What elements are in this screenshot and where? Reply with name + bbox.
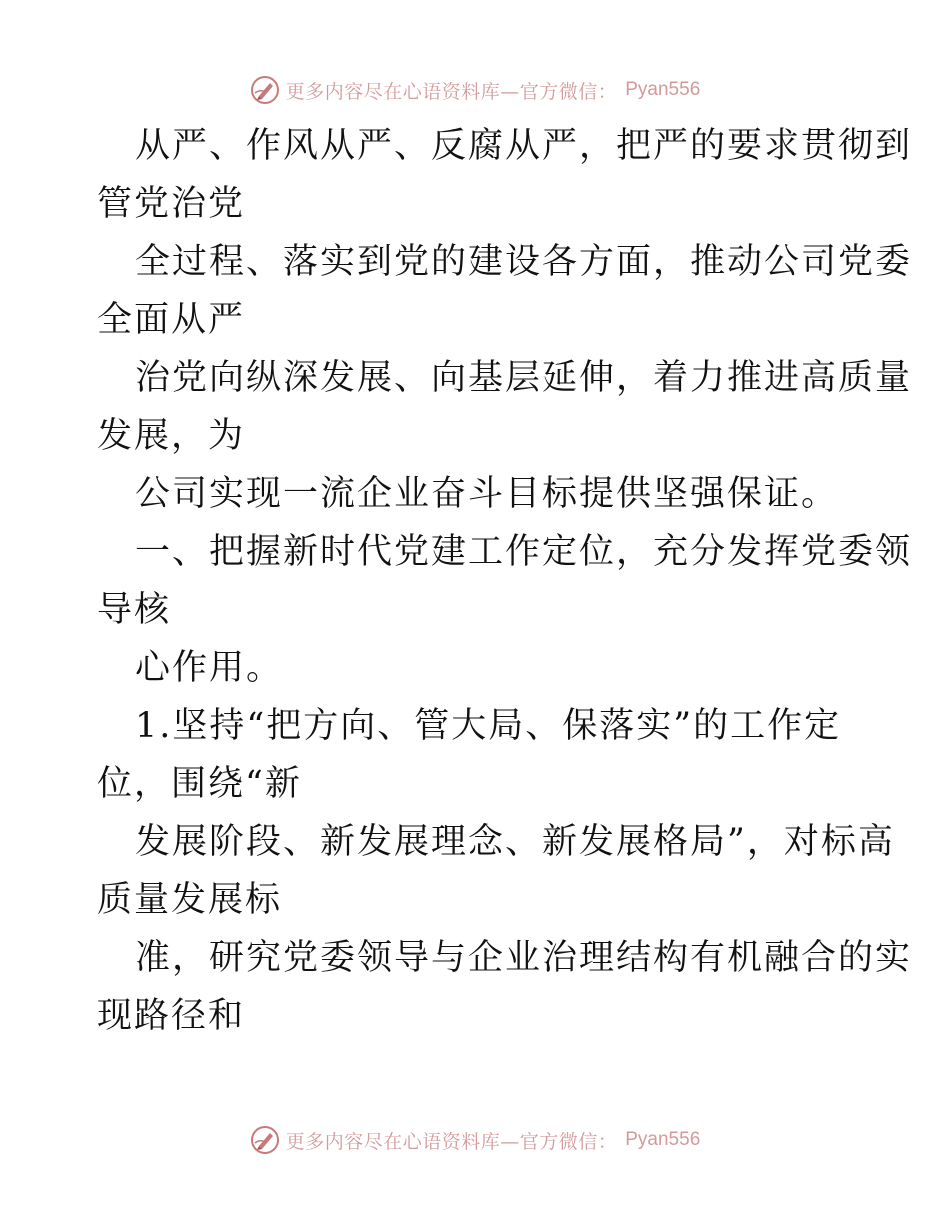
text-line: 全过程、落实到党的建设各方面，推动公司党委 <box>135 242 913 282</box>
text-line: 1.坚持“把方向、管大局、保落实”的工作定 <box>135 706 842 746</box>
text-line: 从严、作风从严、反腐从严，把严的要求贯彻到 <box>135 126 913 166</box>
pen-logo-icon <box>250 75 280 105</box>
text-line: 发展阶段、新发展理念、新发展格局”，对标高 <box>135 822 895 862</box>
text-line: 治党向纵深发展、向基层延伸，着力推进高质量 <box>135 358 913 398</box>
text-line: 管党治党 <box>97 184 246 224</box>
text-line: 一、把握新时代党建工作定位，充分发挥党委领 <box>135 532 913 572</box>
text-line: 发展，为 <box>97 416 246 456</box>
text-line: 导核 <box>97 590 172 630</box>
text-line: 准，研究党委领导与企业治理结构有机融合的实 <box>135 938 913 978</box>
text-line: 心作用。 <box>135 648 284 688</box>
watermark-group <box>250 1125 701 1155</box>
watermark-text: 更多内容尽在心语资料库—官方微信： <box>285 80 618 103</box>
document-body <box>97 117 913 1045</box>
watermark-wechat-id: Pyan556 <box>625 79 701 100</box>
watermark-text: 更多内容尽在心语资料库—官方微信： <box>285 1130 618 1153</box>
watermark-group <box>250 75 701 105</box>
text-line: 公司实现一流企业奋斗目标提供坚强保证。 <box>135 474 839 514</box>
text-line: 现路径和 <box>97 996 246 1036</box>
footer-watermark <box>0 1120 950 1160</box>
text-line: 全面从严 <box>97 300 246 340</box>
pen-logo-icon <box>250 1125 280 1155</box>
watermark-wechat-id: Pyan556 <box>625 1129 701 1150</box>
header-watermark <box>0 70 950 110</box>
text-line: 位，围绕“新 <box>97 764 302 804</box>
text-line: 质量发展标 <box>97 880 283 920</box>
